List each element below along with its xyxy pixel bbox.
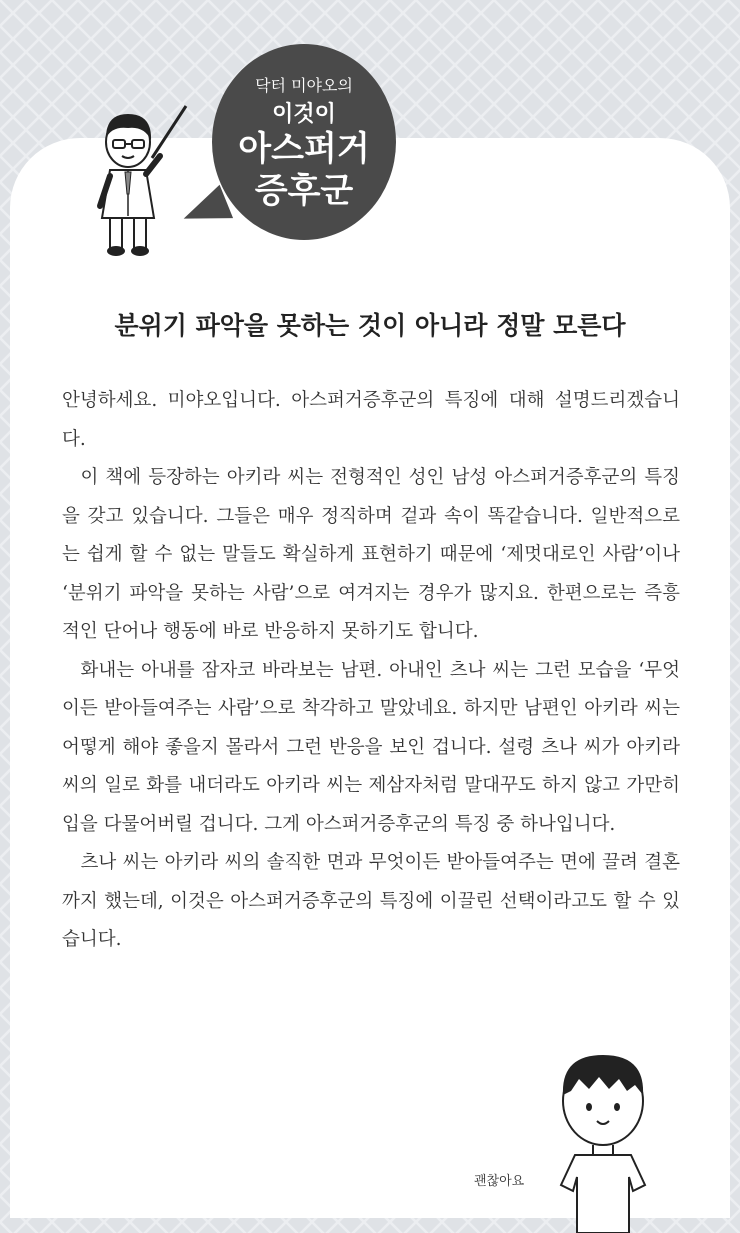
paragraph: 이 책에 등장하는 아키라 씨는 전형적인 성인 남성 아스퍼거증후군의 특징을 갖고 있습니다. 그들은 매우 정직하며 겉과 속이 똑같습니다. 일반적으로는 쉽게 할 수 없는 말들도 확실하게 표현하기 때문에 ‘제멋대로인 사람’이나 ‘분위기 파악을 못하는 사람’으로 여겨지는 경우가 많지요. 한편으로는 즉흥적인 단어나 행동에 바로 반응하지 못하기도 합니다. (62, 467, 680, 642)
bubble-line-1: 이것이 (272, 101, 336, 127)
paragraph: 츠나 씨는 아키라 씨의 솔직한 면과 무엇이든 받아들여주는 면에 끌려 결혼까지 했는데, 이것은 아스퍼거증후군의 특징에 이끌린 선택이라고도 할 수 있습니다. (62, 852, 680, 950)
title-speech-bubble (212, 44, 396, 240)
paragraph: 화내는 아내를 잠자코 바라보는 남편. 아내인 츠나 씨는 그런 모습을 ‘무엇이든 받아들여주는 사람’으로 착각하고 말았네요. 하지만 남편인 아키라 씨는 어떻게 해야 좋을지 몰라서 그런 반응을 보인 겁니다. 설령 츠나 씨가 아키라 씨의 일로 화를 내더라도 아키라 씨는 제삼자처럼 말대꾸도 하지 않고 가만히 입을 다물어버릴 겁니다. 그게 아스퍼거증후군의 특징 중 하나입니다. (62, 659, 680, 835)
bubble-subtitle: 닥터 미야오의 (255, 75, 353, 95)
doctor-illustration (82, 98, 202, 258)
body-text (62, 382, 680, 960)
paragraph: 안녕하세요. 미야오입니다. 아스퍼거증후군의 특징에 대해 설명드리겠습니다. (62, 390, 680, 450)
bubble-line-2: 아스퍼거 (238, 128, 370, 169)
boy-illustration (545, 1045, 665, 1233)
bubble-line-3: 증후군 (254, 170, 354, 211)
section-headline: 분위기 파악을 못하는 것이 아니라 정말 모른다 (114, 311, 626, 340)
boy-caption: 괜찮아요 (474, 1174, 525, 1189)
